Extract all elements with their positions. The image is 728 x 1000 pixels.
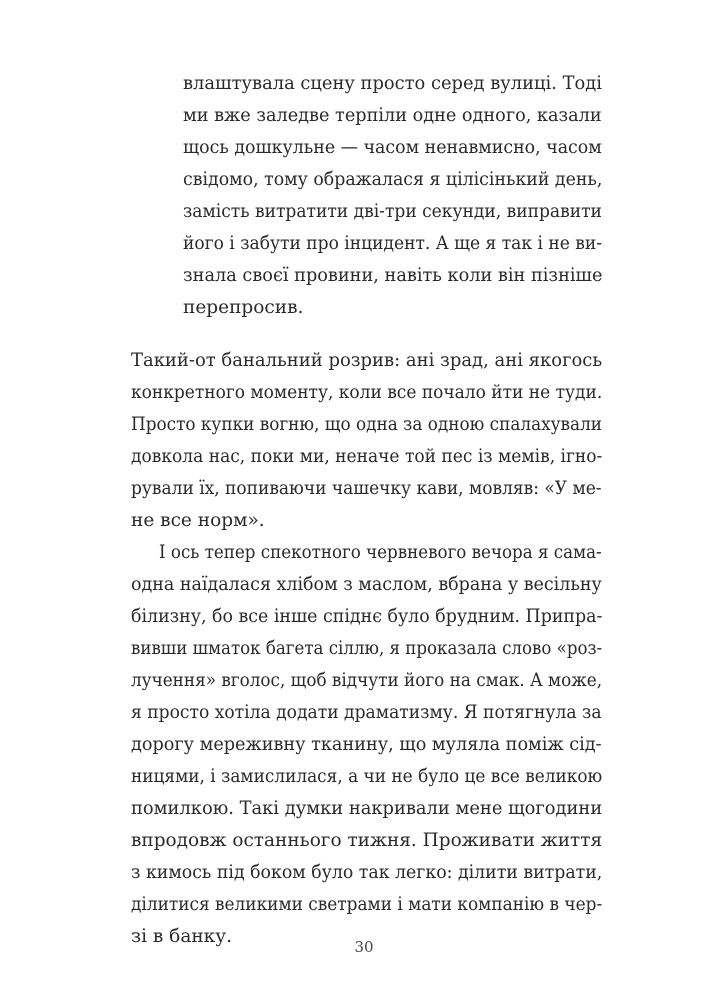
quote-line: перепросив. — [183, 297, 304, 318]
paragraph-line: Такий-от банальний розрив: ані зрад, ані якогось — [131, 350, 603, 371]
quote-line: знала своєї провини, навіть коли він пізніше — [183, 265, 603, 286]
paragraph-line: конкретного моменту, коли все почало йти не туди. — [131, 382, 603, 403]
quote-line: замість витратити дві-три секунди, виправити — [183, 201, 602, 222]
page-number: 30 — [354, 938, 374, 956]
paragraph-line: я просто хотіла додати драматизму. Я потягнула за — [131, 702, 602, 723]
paragraph-line: помилкою. Такі думки накривали мене щогодини — [131, 798, 603, 819]
paragraph-line: з кимось під боком було так легко: ділити витрати, — [131, 862, 603, 883]
paragraph-line: довкола нас, поки ми, неначе той пес із мемів, ігно- — [131, 446, 603, 467]
quote-line: щось дошкульне — часом ненавмисно, часом — [183, 137, 602, 158]
paragraph-line: зі в банку. — [131, 926, 233, 947]
paragraph-line: Просто купки вогню, що одна за одною спалахували — [131, 414, 603, 435]
quote-line: його і забути про інцидент. А ще я так і не ви- — [183, 233, 603, 254]
paragraph-line: дорогу мереживну тканину, що муляла поміж сід- — [131, 734, 602, 755]
paragraph-line: І ось тепер спекотного червневого вечора я сама- — [159, 542, 602, 563]
paragraph-line: впродовж останнього тижня. Проживати життя — [131, 830, 603, 851]
quote-line: свідомо, тому ображалася я цілісінький день, — [183, 169, 603, 190]
paragraph-line: одна наїдалася хлібом з маслом, вбрана у весільну — [131, 574, 602, 595]
paragraph-line: ницями, і замислилася, а чи не було це все великою — [131, 766, 603, 787]
paragraph-line: лучення» вголос, щоб відчути його на смак. А може, — [131, 670, 603, 691]
paragraph-line: ділитися великими светрами і мати компанію в чер- — [131, 894, 603, 915]
quote-line: влаштувала сцену просто серед вулиці. Тоді — [183, 73, 602, 94]
quote-line: ми вже заледве терпіли одне одного, казали — [183, 105, 602, 126]
paragraph-line: рували їх, попиваючи чашечку кави, мовляв: «У ме- — [131, 478, 602, 499]
paragraph-line: вивши шматок багета сіллю, я проказала слово «роз- — [131, 638, 603, 659]
paragraph-line: білизну, бо все інше спіднє було брудним. Припра- — [131, 606, 603, 627]
paragraph-line: не все норм». — [131, 510, 265, 531]
